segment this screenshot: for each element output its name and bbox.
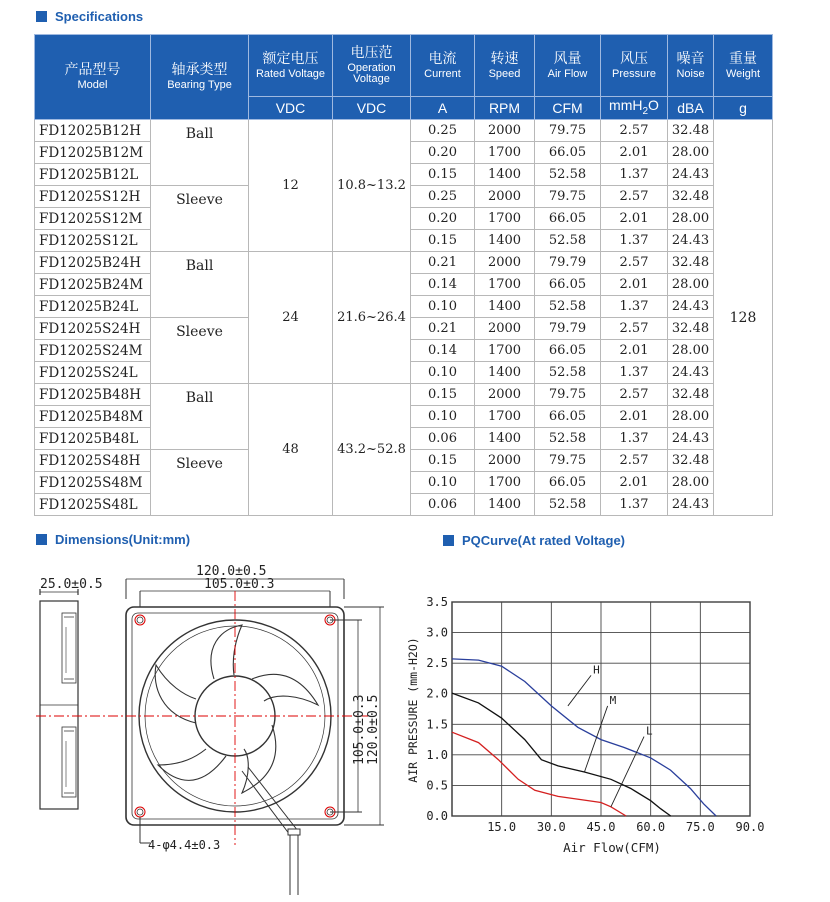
x-tick-label: 15.0 bbox=[487, 820, 517, 834]
airflow-cell: 79.75 bbox=[535, 384, 601, 406]
speed-cell: 1400 bbox=[475, 230, 535, 252]
bearing-cell: Sleeve bbox=[151, 186, 249, 252]
bullet-square-icon bbox=[443, 535, 454, 546]
header-row bbox=[35, 35, 773, 97]
current-cell: 0.15 bbox=[411, 384, 475, 406]
x-tick-label: 90.0 bbox=[735, 820, 765, 834]
table-row bbox=[35, 252, 773, 274]
header-current bbox=[411, 35, 475, 97]
side-width-label: 25.0±0.5 bbox=[40, 577, 103, 592]
header-en: Current bbox=[424, 67, 461, 80]
airflow-cell: 52.58 bbox=[535, 296, 601, 318]
current-cell: 0.10 bbox=[411, 406, 475, 428]
speed-cell: 1700 bbox=[475, 406, 535, 428]
pressure-cell: 1.37 bbox=[601, 164, 668, 186]
y-tick-label: 1.5 bbox=[426, 717, 448, 732]
airflow-cell: 66.05 bbox=[535, 208, 601, 230]
y-tick-label: 1.0 bbox=[426, 747, 448, 762]
noise-cell: 24.43 bbox=[668, 296, 714, 318]
current-cell: 0.10 bbox=[411, 362, 475, 384]
pressure-cell: 2.01 bbox=[601, 406, 668, 428]
current-cell: 0.06 bbox=[411, 494, 475, 516]
hole-spacing-h-label: 105.0±0.3 bbox=[352, 694, 367, 765]
model-cell: FD12025S12H bbox=[35, 186, 151, 208]
model-cell: FD12025S48M bbox=[35, 472, 151, 494]
header-cn: 轴承类型 bbox=[171, 61, 228, 78]
header-en: Model bbox=[77, 79, 108, 92]
airflow-cell: 79.75 bbox=[535, 450, 601, 472]
speed-cell: 2000 bbox=[475, 252, 535, 274]
current-cell: 0.06 bbox=[411, 428, 475, 450]
speed-cell: 1400 bbox=[475, 296, 535, 318]
pressure-cell: 1.37 bbox=[601, 494, 668, 516]
noise-cell: 28.00 bbox=[668, 472, 714, 494]
speed-cell: 2000 bbox=[475, 450, 535, 472]
pq-curve-chart bbox=[400, 590, 780, 865]
header-cn: 额定电压 bbox=[262, 49, 319, 66]
speed-cell: 1700 bbox=[475, 472, 535, 494]
pressure-cell: 2.57 bbox=[601, 252, 668, 274]
current-cell: 0.20 bbox=[411, 208, 475, 230]
header-cn: 产品型号 bbox=[64, 61, 121, 78]
header-en: Weight bbox=[725, 67, 761, 80]
pressure-cell: 2.57 bbox=[601, 318, 668, 340]
pqcurve-label: PQCurve(At rated Voltage) bbox=[462, 533, 626, 548]
series-label-leader bbox=[611, 737, 644, 807]
noise-cell: 28.00 bbox=[668, 406, 714, 428]
specifications-label: Specifications bbox=[55, 9, 144, 24]
noise-cell: 24.43 bbox=[668, 494, 714, 516]
header-weight bbox=[714, 35, 773, 97]
y-tick-label: 2.0 bbox=[426, 686, 448, 701]
y-tick-label: 3.0 bbox=[426, 625, 448, 640]
model-cell: FD12025B24H bbox=[35, 252, 151, 274]
header-cn: 风压 bbox=[620, 49, 648, 66]
series-label-leader bbox=[584, 706, 607, 772]
weight-cell: 128 bbox=[714, 120, 773, 516]
current-cell: 0.21 bbox=[411, 318, 475, 340]
airflow-cell: 52.58 bbox=[535, 164, 601, 186]
header-operation-voltage bbox=[333, 35, 411, 97]
unit-cell: VDC bbox=[249, 97, 333, 120]
header-en: Noise bbox=[676, 67, 705, 80]
airflow-cell: 66.05 bbox=[535, 274, 601, 296]
airflow-cell: 52.58 bbox=[535, 428, 601, 450]
unit-cell: g bbox=[714, 97, 773, 120]
model-cell: FD12025S24L bbox=[35, 362, 151, 384]
pressure-cell: 1.37 bbox=[601, 428, 668, 450]
y-tick-label: 0.5 bbox=[426, 778, 448, 793]
header-cn: 电流 bbox=[428, 49, 457, 66]
x-tick-label: 60.0 bbox=[636, 820, 666, 834]
pressure-cell: 2.57 bbox=[601, 186, 668, 208]
header-en: Air Flow bbox=[547, 67, 588, 80]
x-tick-label: 45.0 bbox=[586, 820, 616, 834]
speed-cell: 1400 bbox=[475, 362, 535, 384]
header-en: Pressure bbox=[611, 67, 657, 80]
header-speed bbox=[475, 35, 535, 97]
current-cell: 0.10 bbox=[411, 472, 475, 494]
current-cell: 0.15 bbox=[411, 450, 475, 472]
series-l-label: L bbox=[646, 724, 653, 738]
airflow-cell: 79.79 bbox=[535, 318, 601, 340]
noise-cell: 32.48 bbox=[668, 252, 714, 274]
pqcurve-title bbox=[443, 533, 625, 548]
pressure-cell: 2.57 bbox=[601, 120, 668, 142]
airflow-cell: 79.75 bbox=[535, 186, 601, 208]
pressure-cell: 1.37 bbox=[601, 296, 668, 318]
table-row bbox=[35, 384, 773, 406]
airflow-cell: 66.05 bbox=[535, 472, 601, 494]
header-cn: 转速 bbox=[490, 49, 519, 66]
model-cell: FD12025B48L bbox=[35, 428, 151, 450]
x-tick-label: 30.0 bbox=[536, 820, 566, 834]
rated-voltage-cell: 48 bbox=[249, 384, 333, 516]
bearing-cell: Ball bbox=[151, 252, 249, 318]
header-rated-voltage bbox=[249, 35, 333, 97]
unit-cell: dBA bbox=[668, 97, 714, 120]
noise-cell: 28.00 bbox=[668, 340, 714, 362]
holes-label: 4-φ4.4±0.3 bbox=[148, 838, 221, 852]
y-tick-label: 3.5 bbox=[426, 595, 448, 609]
header-air-flow bbox=[535, 35, 601, 97]
current-cell: 0.25 bbox=[411, 120, 475, 142]
series-h-label: H bbox=[593, 663, 600, 677]
airflow-cell: 52.58 bbox=[535, 494, 601, 516]
model-cell: FD12025S12L bbox=[35, 230, 151, 252]
side-view bbox=[40, 589, 78, 809]
y-axis-label: AIR PRESSURE (mm-H2O) bbox=[406, 637, 420, 783]
specifications-table bbox=[34, 34, 773, 516]
pressure-cell: 1.37 bbox=[601, 362, 668, 384]
airflow-cell: 79.75 bbox=[535, 120, 601, 142]
speed-cell: 1700 bbox=[475, 274, 535, 296]
y-tick-label: 2.5 bbox=[426, 656, 448, 671]
speed-cell: 1700 bbox=[475, 340, 535, 362]
header-bearing-type bbox=[151, 35, 249, 120]
speed-cell: 2000 bbox=[475, 120, 535, 142]
unit-cell: CFM bbox=[535, 97, 601, 120]
header-en: Rated Voltage bbox=[255, 67, 326, 80]
speed-cell: 1700 bbox=[475, 142, 535, 164]
header-model bbox=[35, 35, 151, 120]
model-cell: FD12025B24M bbox=[35, 274, 151, 296]
noise-cell: 24.43 bbox=[668, 428, 714, 450]
pressure-cell: 2.57 bbox=[601, 450, 668, 472]
current-cell: 0.21 bbox=[411, 252, 475, 274]
speed-cell: 2000 bbox=[475, 384, 535, 406]
x-axis-label: Air Flow(CFM) bbox=[563, 840, 661, 855]
speed-cell: 1400 bbox=[475, 164, 535, 186]
header-en: Operation Voltage bbox=[347, 61, 396, 86]
series-h-line bbox=[452, 659, 716, 816]
header-en: Speed bbox=[488, 67, 521, 80]
current-cell: 0.25 bbox=[411, 186, 475, 208]
model-cell: FD12025S24H bbox=[35, 318, 151, 340]
model-cell: FD12025B12H bbox=[35, 120, 151, 142]
header-pressure bbox=[601, 35, 668, 97]
series-l-line bbox=[452, 732, 626, 816]
header-cn: 噪音 bbox=[676, 49, 705, 66]
model-cell: FD12025B48H bbox=[35, 384, 151, 406]
noise-cell: 32.48 bbox=[668, 318, 714, 340]
header-noise bbox=[668, 35, 714, 97]
speed-cell: 2000 bbox=[475, 186, 535, 208]
unit-cell: A bbox=[411, 97, 475, 120]
airflow-cell: 52.58 bbox=[535, 230, 601, 252]
dimensions-title bbox=[36, 532, 190, 547]
noise-cell: 28.00 bbox=[668, 142, 714, 164]
rated-voltage-cell: 24 bbox=[249, 252, 333, 384]
bullet-square-icon bbox=[36, 534, 47, 545]
speed-cell: 2000 bbox=[475, 318, 535, 340]
series-m-label: M bbox=[609, 693, 617, 707]
noise-cell: 24.43 bbox=[668, 164, 714, 186]
airflow-cell: 66.05 bbox=[535, 340, 601, 362]
y-tick-label: 0.0 bbox=[426, 809, 448, 823]
bearing-cell: Sleeve bbox=[151, 318, 249, 384]
noise-cell: 24.43 bbox=[668, 230, 714, 252]
series-label-leader bbox=[568, 675, 591, 706]
current-cell: 0.14 bbox=[411, 340, 475, 362]
pressure-cell: 2.01 bbox=[601, 142, 668, 164]
model-cell: FD12025B12M bbox=[35, 142, 151, 164]
hole-spacing-w-label: 105.0±0.3 bbox=[204, 577, 275, 592]
header-cn: 电压范 bbox=[350, 44, 393, 61]
noise-cell: 32.48 bbox=[668, 120, 714, 142]
x-tick-label: 75.0 bbox=[685, 820, 715, 834]
rated-voltage-cell: 12 bbox=[249, 120, 333, 252]
model-cell: FD12025B12L bbox=[35, 164, 151, 186]
current-cell: 0.15 bbox=[411, 164, 475, 186]
current-cell: 0.20 bbox=[411, 142, 475, 164]
bearing-cell: Ball bbox=[151, 120, 249, 186]
pressure-cell: 2.01 bbox=[601, 208, 668, 230]
pressure-cell: 1.37 bbox=[601, 230, 668, 252]
specifications-title bbox=[36, 9, 143, 24]
voltage-range-cell: 10.8~13.2 bbox=[333, 120, 411, 252]
airflow-cell: 52.58 bbox=[535, 362, 601, 384]
outer-height-label: 120.0±0.5 bbox=[366, 694, 381, 765]
bullet-square-icon bbox=[36, 11, 47, 22]
bearing-cell: Sleeve bbox=[151, 450, 249, 516]
model-cell: FD12025B48M bbox=[35, 406, 151, 428]
pressure-cell: 2.57 bbox=[601, 384, 668, 406]
model-cell: FD12025S12M bbox=[35, 208, 151, 230]
header-cn: 风量 bbox=[553, 49, 582, 66]
chart-grid bbox=[452, 602, 750, 816]
bearing-cell: Ball bbox=[151, 384, 249, 450]
airflow-cell: 79.79 bbox=[535, 252, 601, 274]
dimensions-label: Dimensions(Unit:mm) bbox=[55, 532, 191, 547]
header-cn: 重量 bbox=[729, 49, 757, 66]
noise-cell: 32.48 bbox=[668, 384, 714, 406]
noise-cell: 28.00 bbox=[668, 274, 714, 296]
speed-cell: 1700 bbox=[475, 208, 535, 230]
outer-width-label: 120.0±0.5 bbox=[196, 564, 267, 579]
model-cell: FD12025B24L bbox=[35, 296, 151, 318]
noise-cell: 24.43 bbox=[668, 362, 714, 384]
pressure-cell: 2.01 bbox=[601, 274, 668, 296]
unit-cell: RPM bbox=[475, 97, 535, 120]
voltage-range-cell: 21.6~26.4 bbox=[333, 252, 411, 384]
model-cell: FD12025S48H bbox=[35, 450, 151, 472]
header-en: Bearing Type bbox=[167, 79, 232, 92]
model-cell: FD12025S24M bbox=[35, 340, 151, 362]
dimension-drawing bbox=[36, 555, 396, 900]
model-cell: FD12025S48L bbox=[35, 494, 151, 516]
speed-cell: 1400 bbox=[475, 494, 535, 516]
noise-cell: 28.00 bbox=[668, 208, 714, 230]
noise-cell: 32.48 bbox=[668, 186, 714, 208]
voltage-range-cell: 43.2~52.8 bbox=[333, 384, 411, 516]
unit-cell: VDC bbox=[333, 97, 411, 120]
current-cell: 0.10 bbox=[411, 296, 475, 318]
noise-cell: 32.48 bbox=[668, 450, 714, 472]
current-cell: 0.14 bbox=[411, 274, 475, 296]
airflow-cell: 66.05 bbox=[535, 142, 601, 164]
current-cell: 0.15 bbox=[411, 230, 475, 252]
pressure-cell: 2.01 bbox=[601, 340, 668, 362]
unit-cell: mmH$_2$O bbox=[601, 97, 668, 120]
pressure-cell: 2.01 bbox=[601, 472, 668, 494]
airflow-cell: 66.05 bbox=[535, 406, 601, 428]
table-row bbox=[35, 120, 773, 142]
speed-cell: 1400 bbox=[475, 428, 535, 450]
